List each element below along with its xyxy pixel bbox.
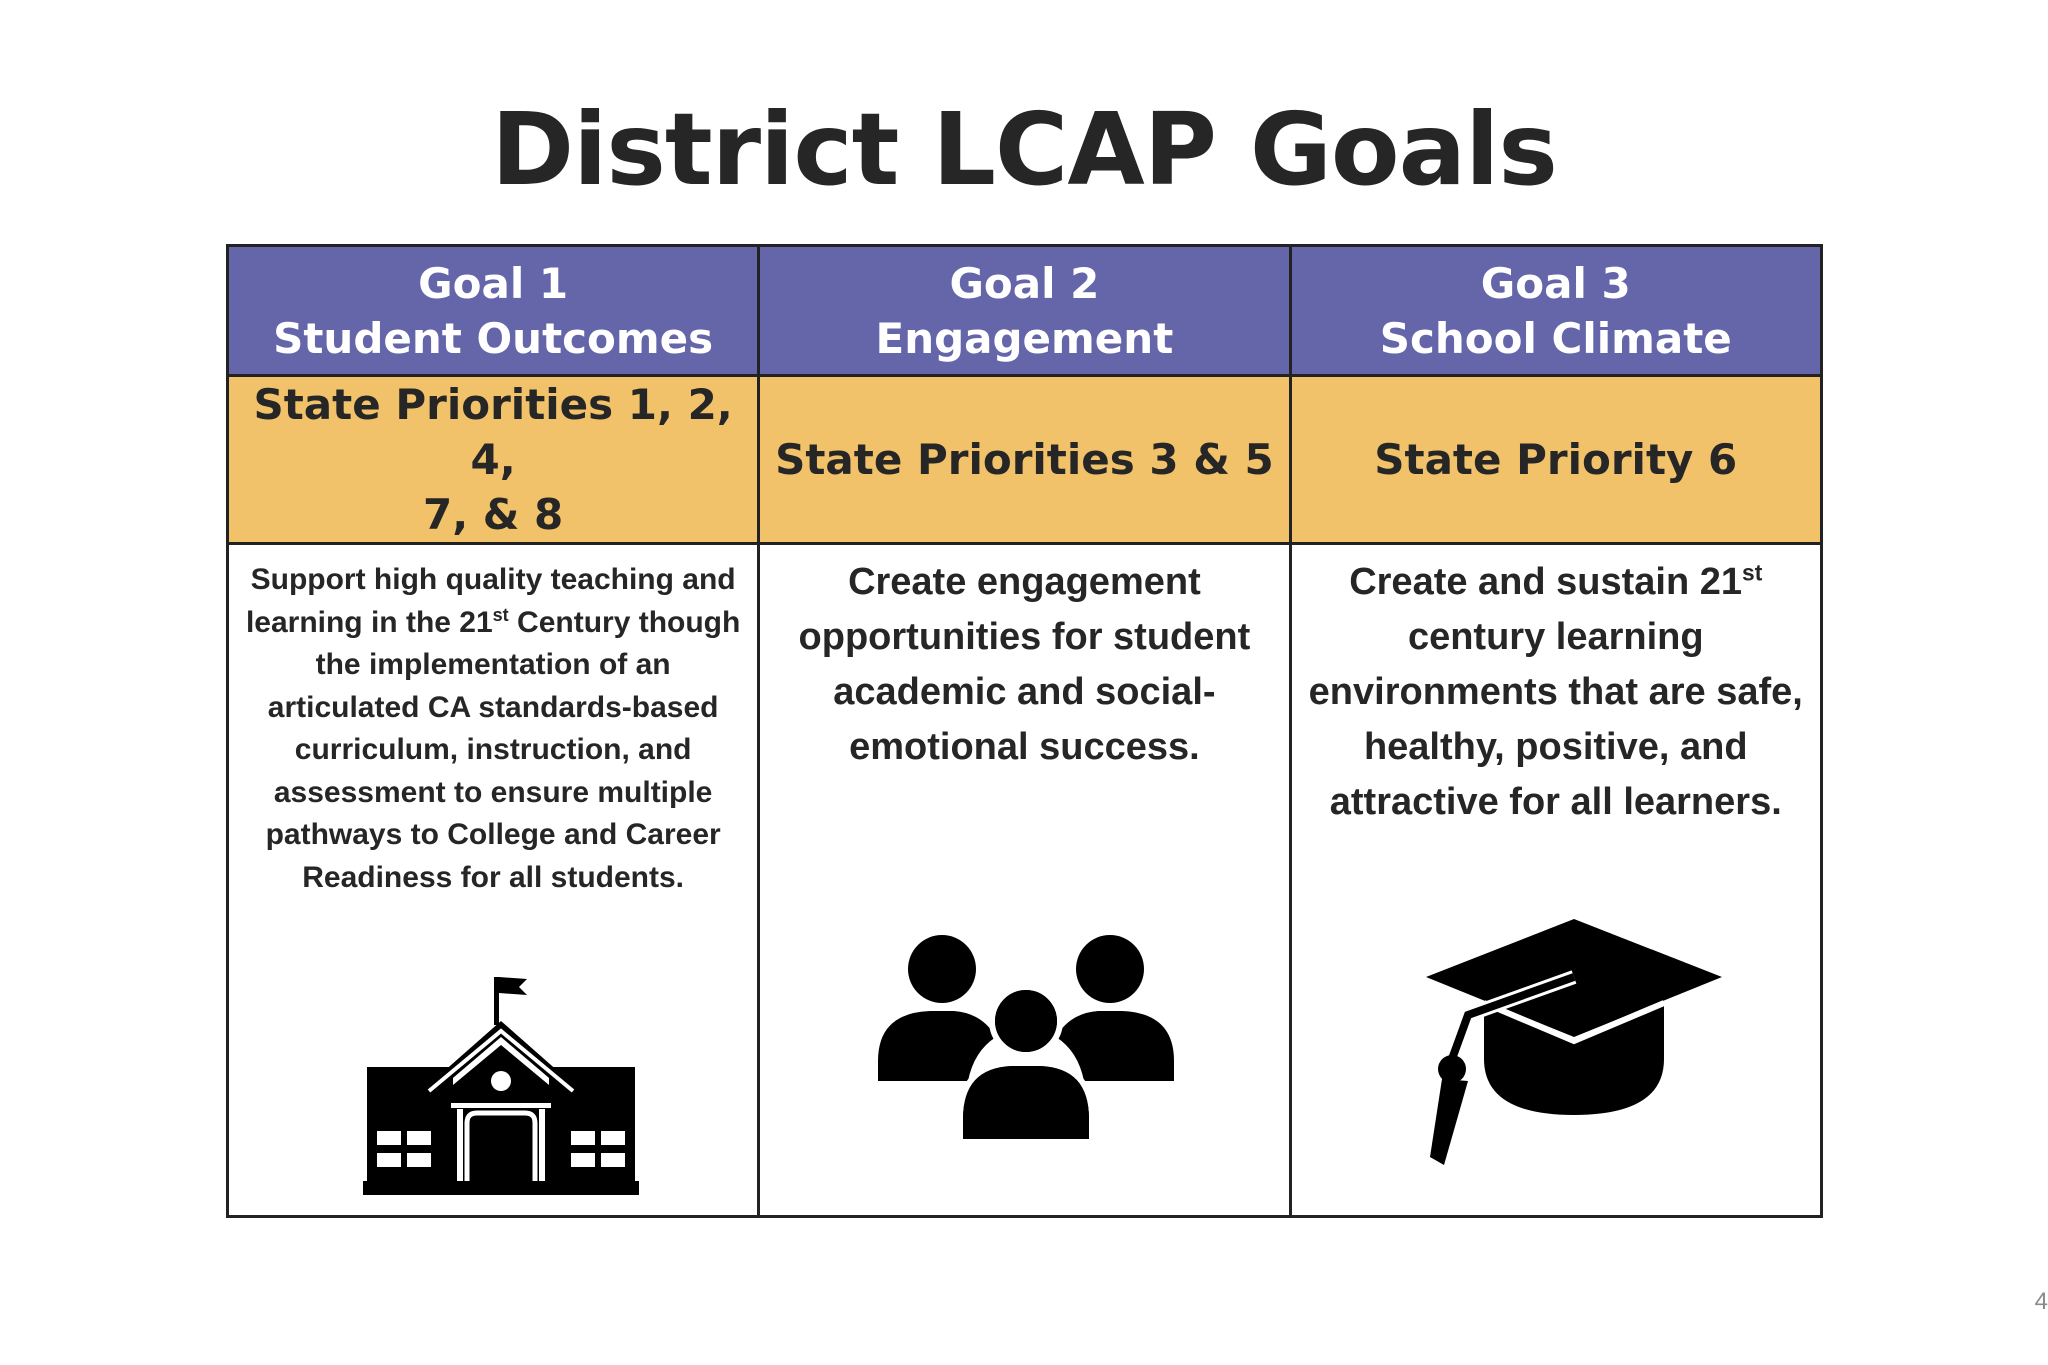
goal-3-priorities-line1: State Priority 6 [1374, 435, 1738, 484]
goal-1-priorities [228, 376, 759, 544]
goal-3-header [1290, 246, 1821, 376]
goal-3-name: School Climate [1379, 313, 1732, 363]
goal-2-body [759, 544, 1290, 1217]
goal-header-row [228, 246, 1822, 376]
goal-2-number: Goal 2 [949, 258, 1100, 308]
goal-2-header [759, 246, 1290, 376]
people-group-icon [878, 933, 1174, 1139]
goal-2-priorities-line1: State Priorities 3 & 5 [775, 435, 1274, 484]
goal-2-description: Create engagement opportunities for student academic and social-emotional success. [798, 561, 1251, 768]
slide-title: District LCAP Goals [491, 91, 1557, 208]
goal-3-number: Goal 3 [1480, 258, 1631, 308]
goal-description-row [228, 544, 1822, 1217]
school-building-icon [363, 945, 639, 1195]
goal-2-priorities [759, 376, 1290, 544]
goals-table [226, 244, 1823, 1218]
page-number: 4 [2034, 1288, 2048, 1315]
goal-1-number: Goal 1 [418, 258, 569, 308]
goal-1-body [228, 544, 759, 1217]
goal-1-name: Student Outcomes [273, 313, 714, 363]
goal-1-description: Support high quality teaching and learning in the 21st Century though the implementation of an articulated CA standards-based curriculum, instruction, and assessment to ensure multiple pathways to College and Career Readiness for all students. [245, 563, 741, 894]
goal-1-priorities-line2: 7, & 8 [422, 490, 564, 539]
goal-1-header [228, 246, 759, 376]
state-priorities-row [228, 376, 1822, 544]
goal-3-body [1290, 544, 1821, 1217]
goal-3-description: Create and sustain 21st century learning environments that are safe, healthy, positive, and attractive for all learners. [1308, 559, 1803, 823]
graduation-cap-icon [1422, 919, 1722, 1165]
goal-1-priorities-line1: State Priorities 1, 2, 4, [253, 380, 733, 484]
goal-3-priorities [1290, 376, 1821, 544]
goal-2-name: Engagement [875, 313, 1174, 363]
